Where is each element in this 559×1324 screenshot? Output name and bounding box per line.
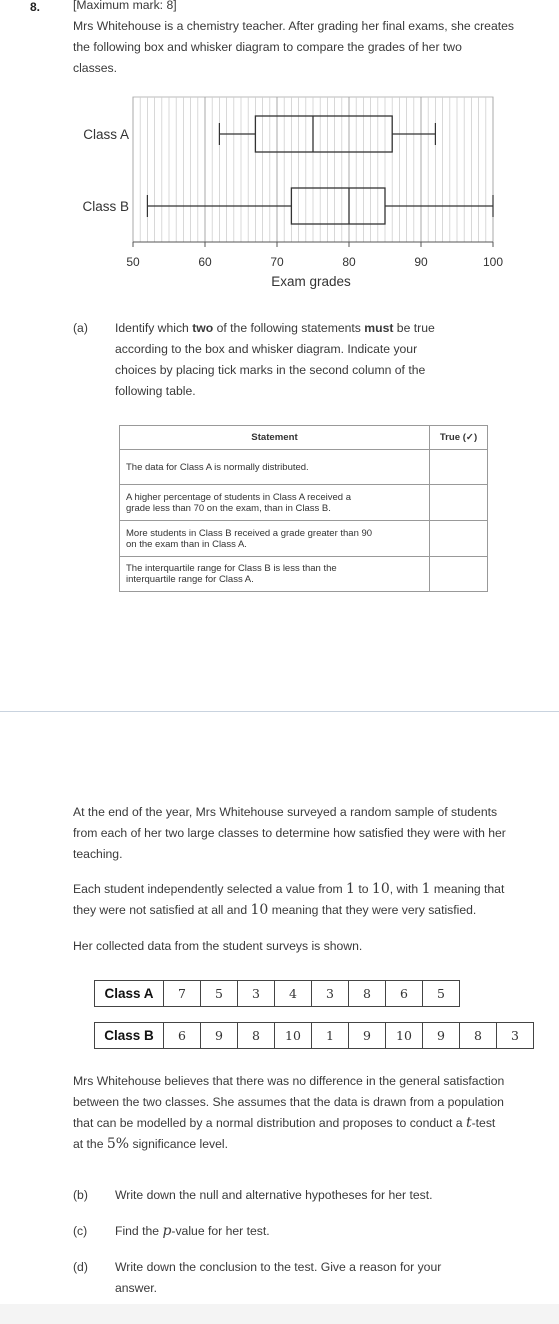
x-tick-label: 90 [414, 255, 428, 269]
statement-row: The data for Class A is normally distributed. [120, 450, 430, 485]
x-tick-label: 100 [482, 255, 504, 269]
tick-cell[interactable] [430, 485, 488, 521]
intro-line: Mrs Whitehouse is a chemistry teacher. After grading her final exams, she creates [73, 19, 514, 33]
class-b-value: 8 [460, 1023, 497, 1049]
part-a-line-1: Identify which two of the following statements must be true [115, 321, 435, 335]
class-a-value: 3 [238, 981, 275, 1007]
part-d-text: Write down the conclusion to the test. Give a reason for your answer. [115, 1260, 442, 1295]
class-a-value: 8 [349, 981, 386, 1007]
x-axis [126, 242, 503, 289]
page-bottom-shade [0, 1304, 559, 1324]
x-axis-label: Exam grades [271, 274, 351, 289]
class-a-value: 5 [423, 981, 460, 1007]
section-divider [0, 711, 559, 712]
intro-line: the following box and whisker diagram to compare the grades of her two [73, 40, 462, 54]
survey-paragraph-3: Her collected data from the student surveys is shown. [73, 939, 363, 953]
class-a-label: Class A [95, 981, 164, 1007]
question-number: 8. [30, 0, 41, 14]
tick-cell[interactable] [430, 450, 488, 485]
class-b-value: 8 [238, 1023, 275, 1049]
box-whisker-chart [0, 0, 559, 300]
class-b-value: 1 [312, 1023, 349, 1049]
max-mark: [Maximum mark: 8] [73, 0, 177, 12]
tick-cell[interactable] [430, 557, 488, 592]
survey-paragraph-2: Each student independently selected a value from 1 to 10, with 1 meaning that they were not satisfied at all and 10 meaning that they were very satisfied. [73, 881, 505, 918]
tick-cell[interactable] [430, 521, 488, 557]
part-a-label: (a) [73, 321, 88, 335]
series-label: Class A [83, 127, 129, 142]
part-a-line: following table. [115, 384, 196, 398]
class-a-value: 4 [275, 981, 312, 1007]
class-b-value: 3 [497, 1023, 534, 1049]
class-b-value: 9 [201, 1023, 238, 1049]
x-tick-label: 50 [126, 255, 140, 269]
statement-row: A higher percentage of students in Class A received a grade less than 70 on the exam, than in Class B. [120, 485, 430, 521]
part-b-label: (b) [73, 1188, 88, 1202]
part-b-text: Write down the null and alternative hypotheses for her test. [115, 1188, 433, 1202]
series-label: Class B [82, 199, 129, 214]
intro-line: classes. [73, 61, 118, 75]
class-b-value: 6 [164, 1023, 201, 1049]
class-b-value: 10 [275, 1023, 312, 1049]
survey-paragraph-4: Mrs Whitehouse believes that there was no difference in the general satisfaction between the two classes. She assumes that the data is drawn from a population that can be modelled by a normal distribution and proposes to conduct a t-test at the 5% significance level. [73, 1074, 505, 1152]
part-c-label: (c) [73, 1224, 88, 1238]
class-a-value: 6 [386, 981, 423, 1007]
class-b-table [94, 1022, 534, 1049]
class-b-value: 9 [349, 1023, 386, 1049]
statement-table [119, 425, 488, 592]
true-header: True (✓) [430, 426, 488, 450]
x-tick-label: 60 [198, 255, 212, 269]
part-d-label: (d) [73, 1260, 88, 1274]
class-a-value: 5 [201, 981, 238, 1007]
survey-paragraph-1: At the end of the year, Mrs Whitehouse surveyed a random sample of students from each of her two large classes to determine how satisfied they were with her teaching. [73, 805, 506, 861]
part-a-text [115, 318, 435, 402]
chart-labels [82, 127, 129, 214]
class-a-table [94, 980, 460, 1007]
class-b-value: 9 [423, 1023, 460, 1049]
class-a-value: 3 [312, 981, 349, 1007]
statement-header: Statement [120, 426, 430, 450]
part-a-line: choices by placing tick marks in the second column of the [115, 363, 426, 377]
class-a-value: 7 [164, 981, 201, 1007]
statement-row: More students in Class B received a grade greater than 90 on the exam than in Class A. [120, 521, 430, 557]
x-tick-label: 80 [342, 255, 356, 269]
part-a-line: according to the box and whisker diagram. Indicate your [115, 342, 418, 356]
part-c-text: Find the p-value for her test. [115, 1223, 270, 1239]
class-b-label: Class B [95, 1023, 164, 1049]
x-tick-label: 70 [270, 255, 284, 269]
class-b-value: 10 [386, 1023, 423, 1049]
statement-row: The interquartile range for Class B is less than the interquartile range for Class A. [120, 557, 430, 592]
